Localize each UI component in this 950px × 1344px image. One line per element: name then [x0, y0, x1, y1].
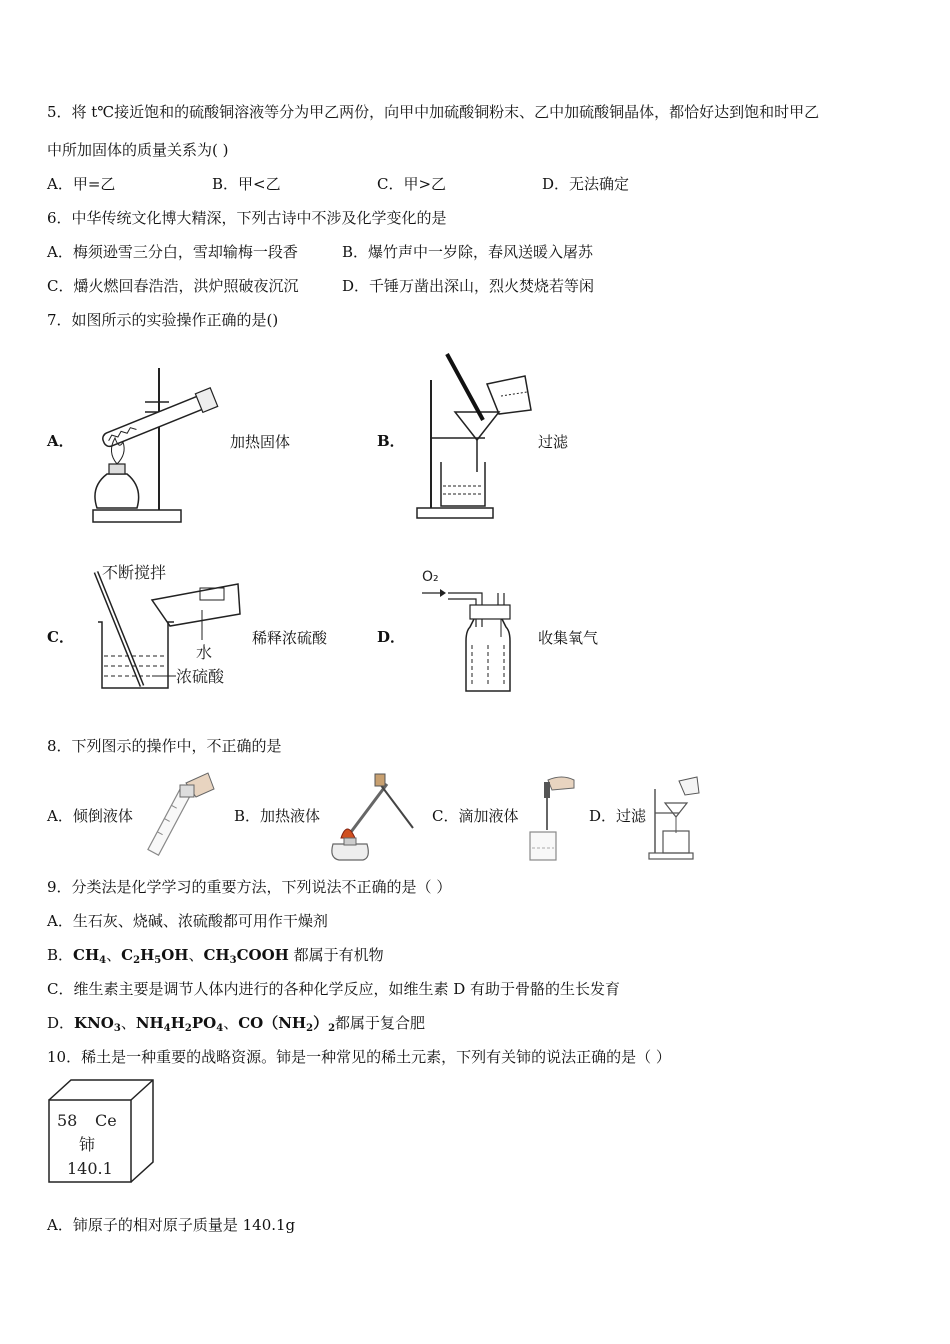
- q5-option-a: A．甲=乙: [47, 175, 116, 193]
- q9-option-c: C．维生素主要是调节人体内进行的各种化学反应，如维生素 D 有助于骨骼的生长发育: [47, 980, 621, 998]
- q7-figure-filtration: [413, 350, 533, 522]
- q10-element-cell: [45, 1078, 157, 1184]
- q7-option-b-letter: B．: [377, 432, 405, 450]
- q10-stem: 10．稀土是一种重要的战略资源。铈是一种常见的稀土元素，下列有关铈的说法正确的是（ ）: [47, 1048, 671, 1066]
- q7-caption-c: 稀释浓硫酸: [252, 629, 328, 647]
- q7-option-a-letter: A．: [47, 432, 74, 450]
- q5-stem-line2: 中所加固体的质量关系为( ): [47, 141, 229, 159]
- q7-figure-collect-oxygen: [418, 565, 518, 697]
- q7-option-c-letter: C．: [47, 628, 74, 646]
- q7-stem: 7．如图所示的实验操作正确的是(): [47, 311, 279, 329]
- q6-stem: 6．中华传统文化博大精深，下列古诗中不涉及化学变化的是: [47, 209, 447, 227]
- q9-option-b: B．$CH_4$、$C_2H_5OH$、$CH_3COOH$ 都属于有机物: [47, 946, 384, 966]
- q7-caption-d: 收集氧气: [538, 629, 599, 647]
- q7-figure-diluting-acid: [90, 560, 250, 695]
- q8-figure-dropping-liquid: [522, 772, 582, 864]
- q5-option-c: C．甲>乙: [377, 175, 447, 193]
- label-stir: 不断搅拌: [102, 563, 167, 582]
- q8-figure-pouring-liquid: [142, 767, 222, 859]
- element-symbol: Ce: [95, 1111, 117, 1130]
- q7-caption-b: 过滤: [538, 433, 569, 451]
- q5-option-d: D．无法确定: [542, 175, 630, 193]
- q8-option-a: A．倾倒液体: [47, 807, 133, 825]
- label-o2: O₂: [422, 569, 439, 585]
- q6-option-d: D．千锤万凿出深山，烈火焚烧若等闲: [342, 277, 595, 295]
- q7-figure-heating-solid: [85, 362, 225, 527]
- q10-option-a: A．铈原子的相对原子质量是 140.1g: [47, 1216, 296, 1234]
- q8-option-b: B．加热液体: [234, 807, 321, 825]
- label-water: 水: [196, 643, 213, 662]
- q6-option-c: C．爝火燃回春浩浩，洪炉照破夜沉沉: [47, 277, 299, 295]
- q8-stem: 8．下列图示的操作中，不正确的是: [47, 737, 282, 755]
- q8-figure-filtration: [645, 775, 705, 863]
- q5-option-b: B．甲<乙: [212, 175, 281, 193]
- q9-option-a: A．生石灰、烧碱、浓硫酸都可用作干燥剂: [47, 912, 328, 930]
- q8-option-c: C．滴加液体: [432, 807, 519, 825]
- q6-option-a: A．梅须逊雪三分白，雪却输梅一段香: [47, 243, 298, 261]
- element-number: 58: [57, 1111, 78, 1130]
- q8-option-d: D．过滤: [589, 807, 647, 825]
- q6-option-b: B．爆竹声中一岁除，春风送暖入屠苏: [342, 243, 594, 261]
- element-name: 铈: [79, 1135, 96, 1154]
- q7-caption-a: 加热固体: [230, 433, 291, 451]
- label-conc-acid: 浓硫酸: [176, 667, 225, 686]
- q8-figure-heating-liquid: [325, 770, 420, 862]
- element-mass: 140.1: [67, 1159, 113, 1178]
- q9-stem: 9．分类法是化学学习的重要方法，下列说法不正确的是（ ）: [47, 878, 452, 896]
- q7-option-d-letter: D．: [377, 628, 406, 646]
- q9-option-d: D．$KNO_3$、$NH_4H_2PO_4$、$CO(NH_2)_2$都属于复合肥: [47, 1014, 426, 1034]
- q5-stem-line1: 5．将 t℃接近饱和的硫酸铜溶液等分为甲乙两份，向甲中加硫酸铜粉末、乙中加硫酸铜晶体，都恰好达到饱和时甲乙: [47, 103, 820, 121]
